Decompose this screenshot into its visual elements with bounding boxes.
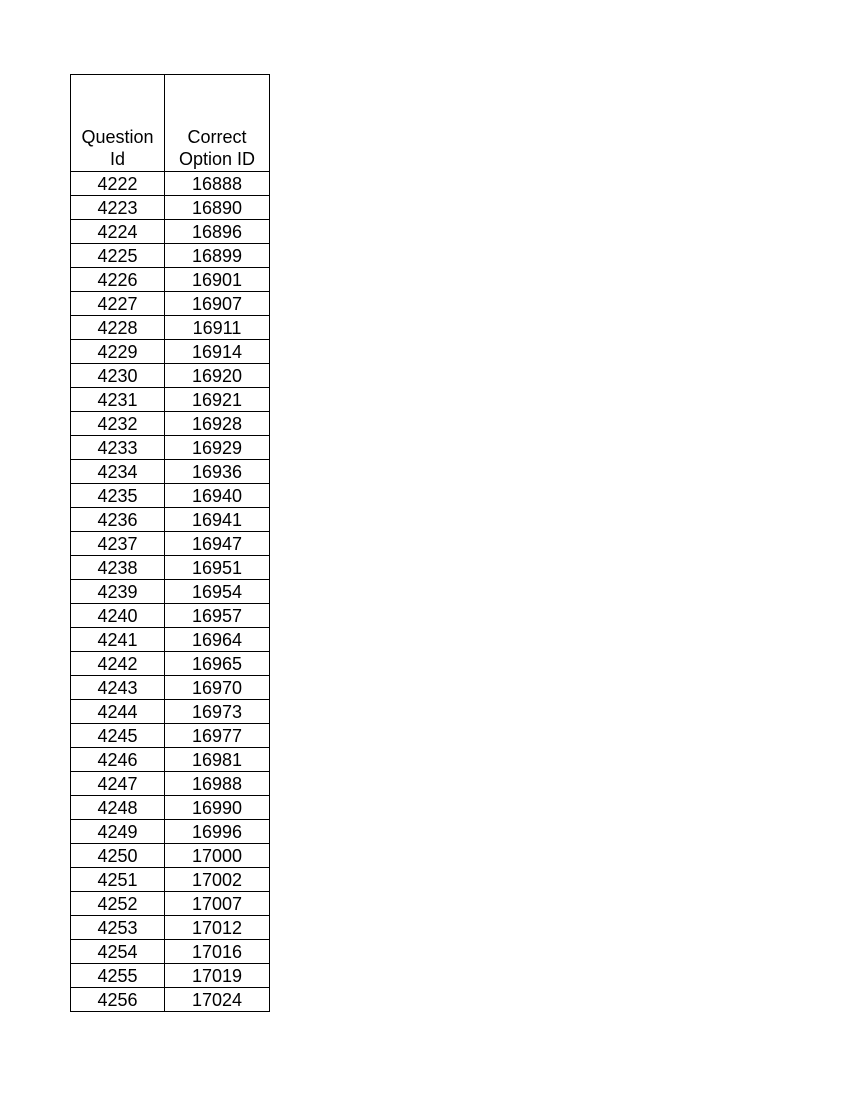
correct-option-id-cell: 16936 <box>165 460 270 484</box>
question-id-cell: 4233 <box>71 436 165 460</box>
table-row <box>71 748 270 772</box>
table-row <box>71 196 270 220</box>
table-row <box>71 508 270 532</box>
table-row <box>71 220 270 244</box>
question-id-cell: 4245 <box>71 724 165 748</box>
header-question-id-line-2: Id <box>109 149 125 169</box>
correct-option-id-cell: 16970 <box>165 676 270 700</box>
correct-option-id-cell: 16901 <box>165 268 270 292</box>
table-row <box>71 724 270 748</box>
question-id-cell: 4222 <box>71 172 165 196</box>
table-row <box>71 244 270 268</box>
question-id-cell: 4231 <box>71 388 165 412</box>
table-row <box>71 940 270 964</box>
table-row <box>71 676 270 700</box>
table-row <box>71 460 270 484</box>
correct-option-id-cell: 16896 <box>165 220 270 244</box>
question-id-cell: 4229 <box>71 340 165 364</box>
table-row <box>71 580 270 604</box>
correct-option-id-cell: 16964 <box>165 628 270 652</box>
question-id-cell: 4237 <box>71 532 165 556</box>
table-row <box>71 820 270 844</box>
correct-option-id-cell: 17007 <box>165 892 270 916</box>
correct-option-id-cell: 16907 <box>165 292 270 316</box>
question-id-cell: 4246 <box>71 748 165 772</box>
question-id-cell: 4248 <box>71 796 165 820</box>
correct-option-id-cell: 16911 <box>165 316 270 340</box>
table-row <box>71 772 270 796</box>
question-id-cell: 4242 <box>71 652 165 676</box>
table-row <box>71 316 270 340</box>
correct-option-id-cell: 17024 <box>165 988 270 1012</box>
header-correct-option-id-line-1: Correct <box>187 127 247 147</box>
question-id-cell: 4247 <box>71 772 165 796</box>
correct-option-id-cell: 16947 <box>165 532 270 556</box>
correct-option-id-cell: 17019 <box>165 964 270 988</box>
correct-option-id-cell: 16929 <box>165 436 270 460</box>
table-row <box>71 652 270 676</box>
table-row <box>71 700 270 724</box>
correct-option-id-cell: 16988 <box>165 772 270 796</box>
table-row <box>71 172 270 196</box>
table-row <box>71 916 270 940</box>
correct-option-id-cell: 17012 <box>165 916 270 940</box>
table-row <box>71 796 270 820</box>
correct-option-id-cell: 16914 <box>165 340 270 364</box>
question-id-cell: 4243 <box>71 676 165 700</box>
table-row <box>71 364 270 388</box>
correct-option-id-cell: 16973 <box>165 700 270 724</box>
correct-option-id-cell: 17016 <box>165 940 270 964</box>
table-row <box>71 340 270 364</box>
table-row <box>71 628 270 652</box>
table-row <box>71 436 270 460</box>
table-body <box>71 172 270 1012</box>
correct-option-id-cell: 17000 <box>165 844 270 868</box>
question-id-cell: 4256 <box>71 988 165 1012</box>
question-id-cell: 4230 <box>71 364 165 388</box>
header-question-id <box>71 75 165 172</box>
header-correct-option-id <box>165 75 270 172</box>
answer-key-table <box>70 74 270 1012</box>
table-row <box>71 556 270 580</box>
correct-option-id-cell: 16977 <box>165 724 270 748</box>
question-id-cell: 4249 <box>71 820 165 844</box>
header-row <box>71 75 270 172</box>
correct-option-id-cell: 16890 <box>165 196 270 220</box>
table-row <box>71 868 270 892</box>
correct-option-id-cell: 16888 <box>165 172 270 196</box>
correct-option-id-cell: 16951 <box>165 556 270 580</box>
question-id-cell: 4236 <box>71 508 165 532</box>
question-id-cell: 4238 <box>71 556 165 580</box>
question-id-cell: 4223 <box>71 196 165 220</box>
correct-option-id-cell: 16996 <box>165 820 270 844</box>
question-id-cell: 4225 <box>71 244 165 268</box>
question-id-cell: 4244 <box>71 700 165 724</box>
question-id-cell: 4241 <box>71 628 165 652</box>
question-id-cell: 4226 <box>71 268 165 292</box>
table-row <box>71 388 270 412</box>
table-row <box>71 532 270 556</box>
correct-option-id-cell: 16940 <box>165 484 270 508</box>
correct-option-id-cell: 16899 <box>165 244 270 268</box>
correct-option-id-cell: 16921 <box>165 388 270 412</box>
question-id-cell: 4227 <box>71 292 165 316</box>
header-correct-option-id-line-2: Option ID <box>178 149 256 169</box>
table-row <box>71 484 270 508</box>
question-id-cell: 4234 <box>71 460 165 484</box>
question-id-cell: 4251 <box>71 868 165 892</box>
table-row <box>71 844 270 868</box>
question-id-cell: 4235 <box>71 484 165 508</box>
correct-option-id-cell: 16954 <box>165 580 270 604</box>
correct-option-id-cell: 16928 <box>165 412 270 436</box>
question-id-cell: 4239 <box>71 580 165 604</box>
correct-option-id-cell: 16920 <box>165 364 270 388</box>
correct-option-id-cell: 17002 <box>165 868 270 892</box>
correct-option-id-cell: 16965 <box>165 652 270 676</box>
table-row <box>71 412 270 436</box>
correct-option-id-cell: 16981 <box>165 748 270 772</box>
question-id-cell: 4240 <box>71 604 165 628</box>
correct-option-id-cell: 16941 <box>165 508 270 532</box>
question-id-cell: 4253 <box>71 916 165 940</box>
question-id-cell: 4232 <box>71 412 165 436</box>
question-id-cell: 4254 <box>71 940 165 964</box>
table-row <box>71 604 270 628</box>
correct-option-id-cell: 16990 <box>165 796 270 820</box>
table-row <box>71 268 270 292</box>
table-row <box>71 988 270 1012</box>
table-row <box>71 292 270 316</box>
question-id-cell: 4224 <box>71 220 165 244</box>
question-id-cell: 4228 <box>71 316 165 340</box>
header-question-id-line-1: Question <box>81 127 154 147</box>
table-row <box>71 964 270 988</box>
question-id-cell: 4255 <box>71 964 165 988</box>
question-id-cell: 4250 <box>71 844 165 868</box>
question-id-cell: 4252 <box>71 892 165 916</box>
table-row <box>71 892 270 916</box>
correct-option-id-cell: 16957 <box>165 604 270 628</box>
table-header <box>71 75 270 172</box>
